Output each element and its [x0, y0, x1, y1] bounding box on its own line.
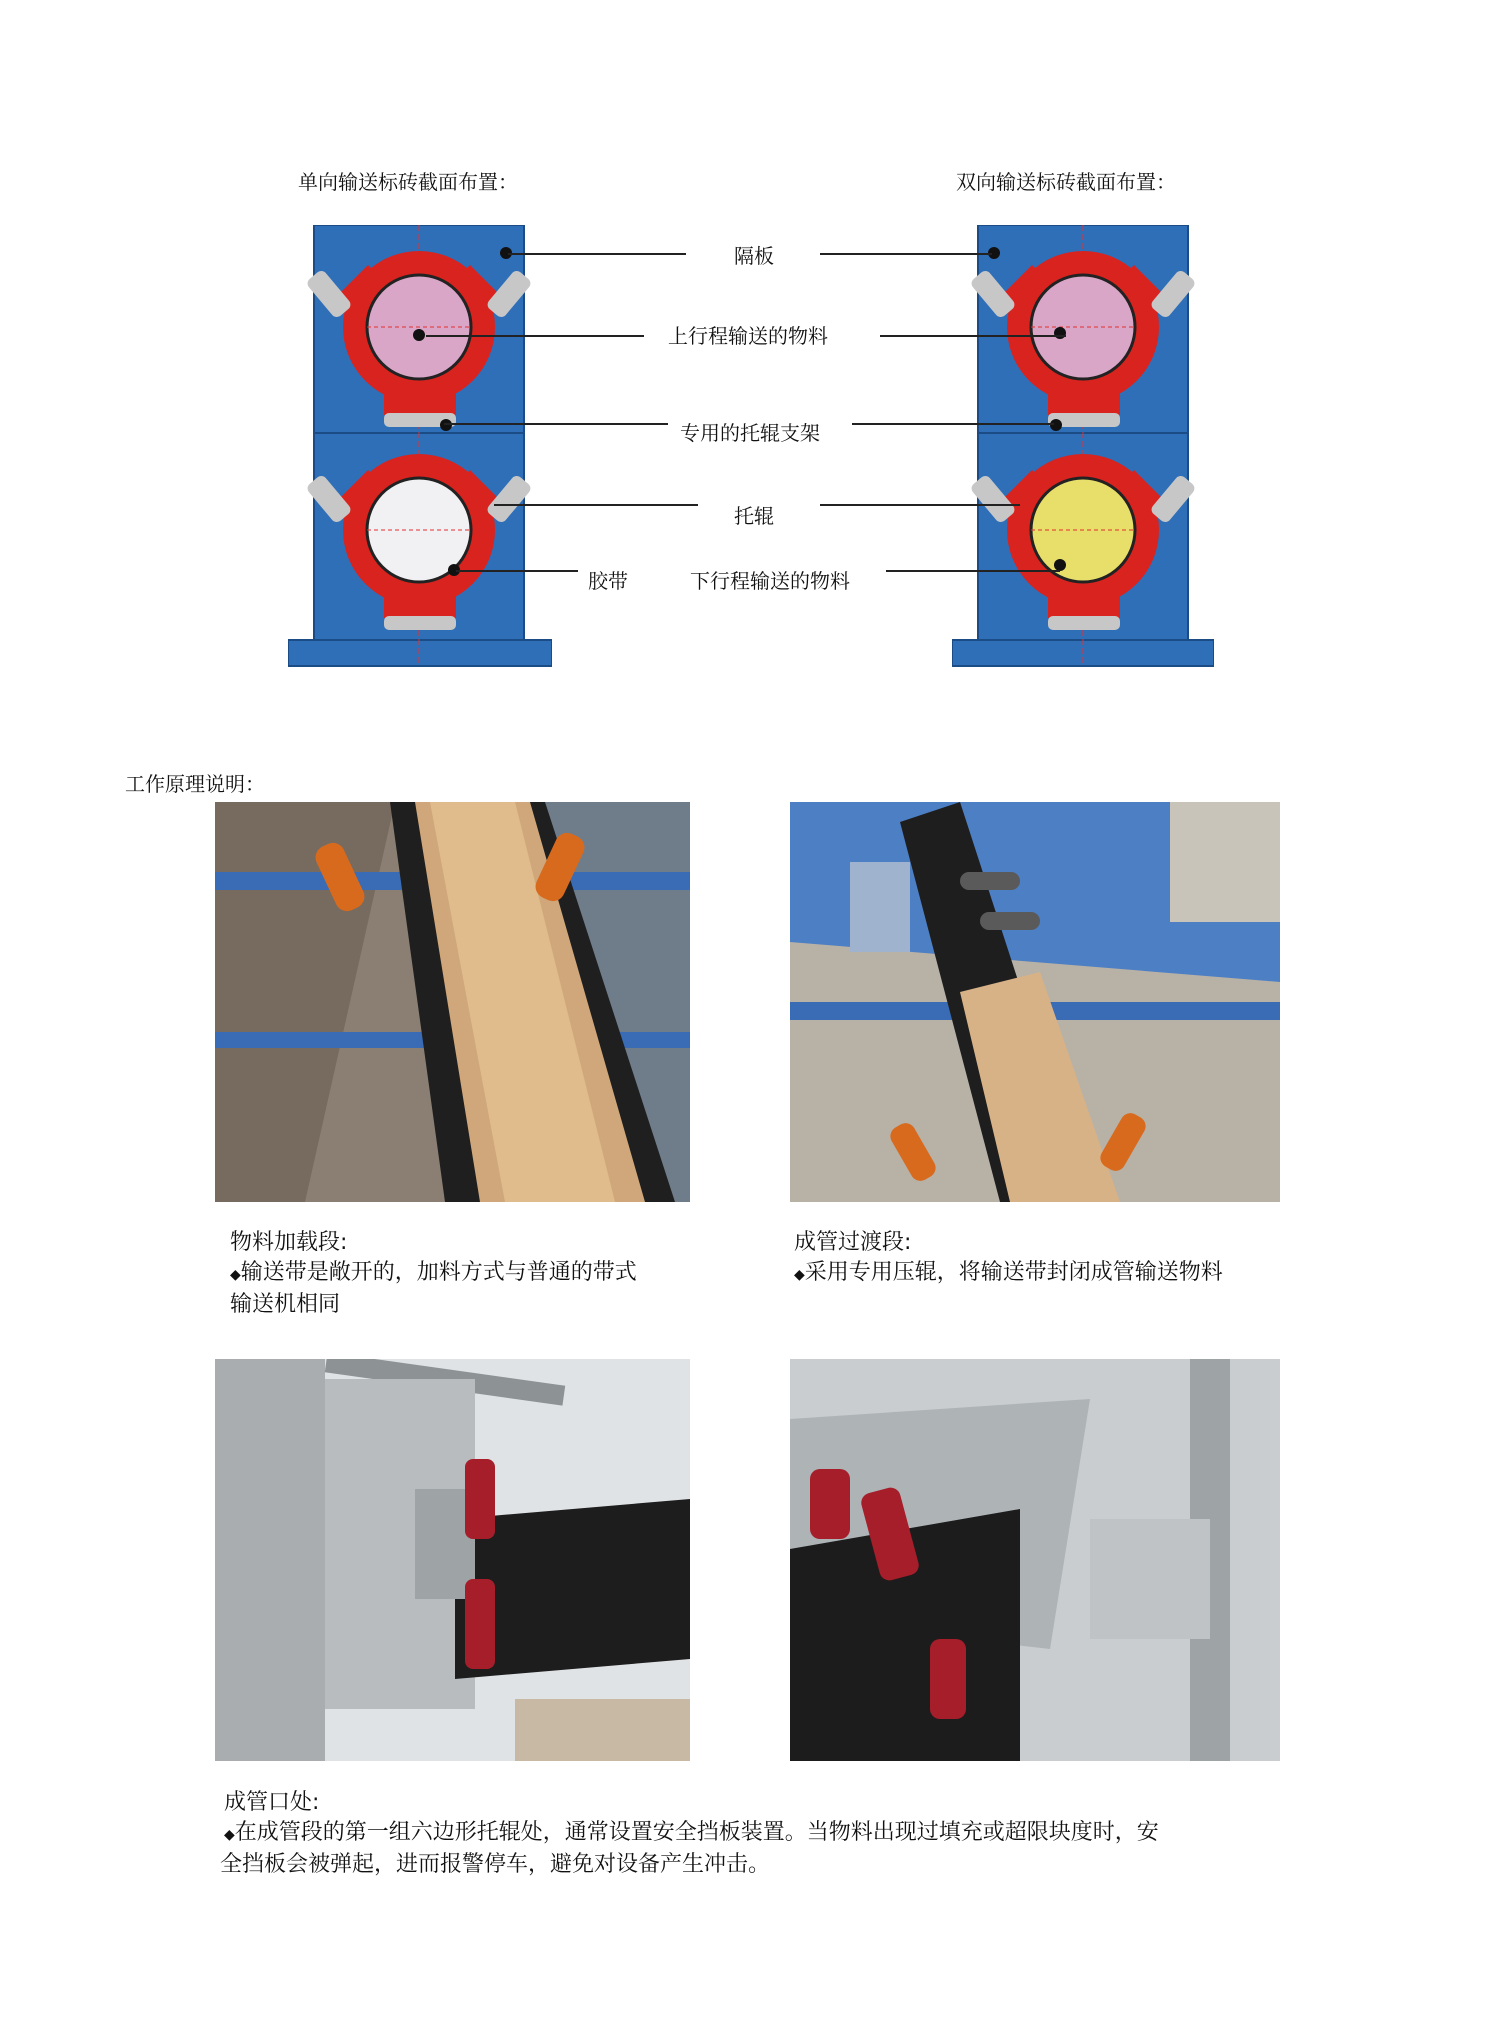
leader-line-upper-material-right: [880, 335, 1066, 337]
bullet-icon: ◆: [230, 1267, 241, 1283]
leader-line-bracket-right: [852, 423, 1054, 425]
photo-transition-section: [790, 802, 1280, 1202]
leader-line-partition-left: [508, 253, 686, 255]
double-direction-section-diagram: [952, 225, 1214, 670]
leader-line-bracket-left: [444, 423, 668, 425]
photo-pipe-entry-left: [215, 1359, 690, 1761]
photo-loading-section: [215, 802, 690, 1202]
leader-line-partition-right: [820, 253, 992, 255]
label-lower-material: 下行程输送的物料: [690, 569, 850, 593]
leader-line-belt: [456, 570, 578, 572]
caption-transition-text: 采用专用压辊，将输送带封闭成管输送物料: [804, 1260, 1223, 1285]
caption-loading: [230, 1228, 700, 1320]
caption-pipe-entry-line1: [220, 1818, 1290, 1850]
label-upper-material: 上行程输送的物料: [668, 324, 828, 348]
leader-line-upper-material-left: [426, 335, 644, 337]
caption-transition-title: 成管过渡段:: [794, 1230, 912, 1255]
caption-pipe-entry: [220, 1788, 1290, 1880]
caption-transition: [794, 1228, 1304, 1290]
label-belt: 胶带: [588, 569, 628, 593]
left-diagram-title: 单向输送标砖截面布置：: [298, 170, 518, 194]
caption-loading-text: 输送带是敞开的，加料方式与普通的带式: [240, 1260, 637, 1285]
principle-title: 工作原理说明：: [125, 772, 265, 796]
caption-pipe-entry-text: 在成管段的第一组六边形托辊处，通常设置安全挡板装置。当物料出现过填充或超限块度时，安: [234, 1820, 1159, 1845]
caption-transition-line1: [794, 1258, 1304, 1290]
caption-pipe-entry-text2: 全挡板会被弹起，进而报警停车，避免对设备产生冲击。: [220, 1852, 771, 1877]
right-diagram-title: 双向输送标砖截面布置：: [956, 170, 1176, 194]
leader-line-idler-right: [820, 504, 1020, 506]
leader-line-lower-material: [886, 570, 1060, 572]
bullet-icon: ◆: [224, 1827, 235, 1843]
caption-pipe-entry-title: 成管口处:: [224, 1790, 320, 1815]
single-direction-section-diagram: [288, 225, 552, 670]
leader-line-idler-left: [494, 504, 698, 506]
caption-loading-line1: [230, 1258, 700, 1290]
bullet-icon: ◆: [794, 1267, 805, 1283]
caption-loading-text2: 输送机相同: [230, 1292, 341, 1317]
label-idler: 托辊: [734, 504, 774, 528]
photo-pipe-entry-right: [790, 1359, 1280, 1761]
caption-loading-title: 物料加载段:: [230, 1230, 348, 1255]
label-partition: 隔板: [734, 244, 774, 268]
label-idler-bracket: 专用的托辊支架: [680, 421, 820, 445]
